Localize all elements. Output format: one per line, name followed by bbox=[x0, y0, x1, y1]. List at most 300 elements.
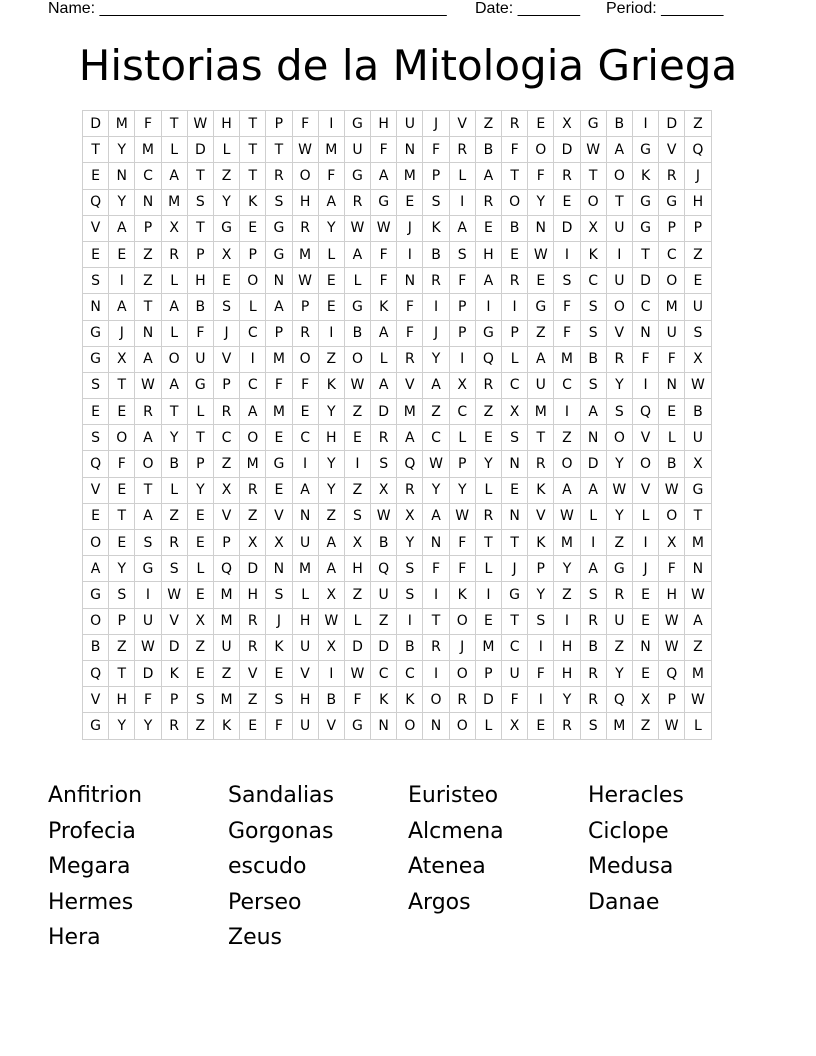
grid-cell[interactable]: T bbox=[423, 608, 449, 634]
grid-cell[interactable]: T bbox=[240, 163, 266, 189]
grid-cell[interactable]: W bbox=[344, 215, 370, 241]
grid-cell[interactable]: R bbox=[292, 320, 318, 346]
grid-cell[interactable]: S bbox=[606, 399, 632, 425]
grid-cell[interactable]: Q bbox=[685, 137, 711, 163]
grid-cell[interactable]: C bbox=[371, 660, 397, 686]
grid-cell[interactable]: Y bbox=[423, 477, 449, 503]
grid-cell[interactable]: A bbox=[371, 320, 397, 346]
grid-cell[interactable]: C bbox=[502, 634, 528, 660]
grid-cell[interactable]: V bbox=[659, 137, 685, 163]
grid-cell[interactable]: F bbox=[344, 687, 370, 713]
grid-cell[interactable]: S bbox=[397, 556, 423, 582]
grid-cell[interactable]: A bbox=[292, 477, 318, 503]
grid-cell[interactable]: A bbox=[83, 556, 109, 582]
grid-cell[interactable]: F bbox=[632, 346, 658, 372]
grid-cell[interactable]: I bbox=[449, 346, 475, 372]
grid-cell[interactable]: N bbox=[135, 320, 161, 346]
grid-cell[interactable]: S bbox=[580, 713, 606, 739]
grid-cell[interactable]: O bbox=[135, 451, 161, 477]
grid-cell[interactable]: S bbox=[580, 372, 606, 398]
grid-cell[interactable]: N bbox=[502, 451, 528, 477]
grid-cell[interactable]: D bbox=[554, 137, 580, 163]
grid-cell[interactable]: W bbox=[423, 451, 449, 477]
grid-cell[interactable]: Z bbox=[685, 111, 711, 137]
grid-cell[interactable]: N bbox=[528, 215, 554, 241]
grid-cell[interactable]: M bbox=[318, 137, 344, 163]
grid-cell[interactable]: L bbox=[161, 477, 187, 503]
grid-cell[interactable]: O bbox=[632, 451, 658, 477]
grid-cell[interactable]: I bbox=[580, 530, 606, 556]
grid-cell[interactable]: M bbox=[292, 241, 318, 267]
grid-cell[interactable]: U bbox=[685, 425, 711, 451]
grid-cell[interactable]: X bbox=[502, 399, 528, 425]
grid-cell[interactable]: B bbox=[685, 399, 711, 425]
grid-cell[interactable]: F bbox=[449, 268, 475, 294]
grid-cell[interactable]: S bbox=[213, 294, 239, 320]
grid-cell[interactable]: E bbox=[83, 163, 109, 189]
grid-cell[interactable]: Y bbox=[449, 477, 475, 503]
grid-cell[interactable]: Z bbox=[554, 425, 580, 451]
grid-cell[interactable]: Y bbox=[187, 477, 213, 503]
grid-cell[interactable]: T bbox=[606, 189, 632, 215]
grid-cell[interactable]: Y bbox=[318, 477, 344, 503]
grid-cell[interactable]: S bbox=[83, 372, 109, 398]
grid-cell[interactable]: K bbox=[397, 687, 423, 713]
grid-cell[interactable]: V bbox=[606, 320, 632, 346]
grid-cell[interactable]: Y bbox=[109, 189, 135, 215]
grid-cell[interactable]: C bbox=[397, 660, 423, 686]
grid-cell[interactable]: O bbox=[528, 137, 554, 163]
grid-cell[interactable]: G bbox=[187, 372, 213, 398]
grid-cell[interactable]: O bbox=[109, 425, 135, 451]
grid-cell[interactable]: G bbox=[344, 163, 370, 189]
grid-cell[interactable]: M bbox=[685, 660, 711, 686]
grid-cell[interactable]: G bbox=[135, 556, 161, 582]
grid-cell[interactable]: A bbox=[397, 425, 423, 451]
grid-cell[interactable]: Z bbox=[371, 608, 397, 634]
grid-cell[interactable]: M bbox=[135, 137, 161, 163]
grid-cell[interactable]: K bbox=[161, 660, 187, 686]
grid-cell[interactable]: L bbox=[580, 503, 606, 529]
grid-cell[interactable]: U bbox=[292, 634, 318, 660]
grid-cell[interactable]: G bbox=[659, 189, 685, 215]
grid-cell[interactable]: O bbox=[606, 425, 632, 451]
grid-cell[interactable]: A bbox=[135, 346, 161, 372]
grid-cell[interactable]: R bbox=[135, 399, 161, 425]
grid-cell[interactable]: G bbox=[344, 111, 370, 137]
grid-cell[interactable]: X bbox=[266, 530, 292, 556]
grid-cell[interactable]: E bbox=[109, 530, 135, 556]
grid-cell[interactable]: A bbox=[266, 294, 292, 320]
grid-cell[interactable]: E bbox=[83, 241, 109, 267]
grid-cell[interactable]: F bbox=[528, 163, 554, 189]
grid-cell[interactable]: O bbox=[292, 346, 318, 372]
grid-cell[interactable]: H bbox=[554, 660, 580, 686]
grid-cell[interactable]: W bbox=[161, 582, 187, 608]
grid-cell[interactable]: N bbox=[423, 530, 449, 556]
grid-cell[interactable]: W bbox=[685, 582, 711, 608]
grid-cell[interactable]: B bbox=[83, 634, 109, 660]
grid-cell[interactable]: F bbox=[135, 687, 161, 713]
grid-cell[interactable]: H bbox=[344, 556, 370, 582]
grid-cell[interactable]: J bbox=[632, 556, 658, 582]
grid-cell[interactable]: A bbox=[475, 268, 501, 294]
grid-cell[interactable]: Z bbox=[187, 634, 213, 660]
grid-cell[interactable]: S bbox=[83, 425, 109, 451]
grid-cell[interactable]: A bbox=[161, 294, 187, 320]
grid-cell[interactable]: X bbox=[449, 372, 475, 398]
grid-cell[interactable]: K bbox=[528, 530, 554, 556]
grid-cell[interactable]: W bbox=[659, 634, 685, 660]
grid-cell[interactable]: H bbox=[292, 608, 318, 634]
grid-cell[interactable]: M bbox=[606, 713, 632, 739]
grid-cell[interactable]: F bbox=[371, 268, 397, 294]
grid-cell[interactable]: M bbox=[475, 634, 501, 660]
grid-cell[interactable]: L bbox=[161, 137, 187, 163]
grid-cell[interactable]: X bbox=[685, 451, 711, 477]
grid-cell[interactable]: E bbox=[528, 713, 554, 739]
grid-cell[interactable]: E bbox=[397, 189, 423, 215]
grid-cell[interactable]: I bbox=[554, 608, 580, 634]
grid-cell[interactable]: Z bbox=[187, 713, 213, 739]
grid-cell[interactable]: F bbox=[449, 556, 475, 582]
grid-cell[interactable]: I bbox=[423, 660, 449, 686]
grid-cell[interactable]: U bbox=[502, 660, 528, 686]
grid-cell[interactable]: V bbox=[292, 660, 318, 686]
grid-cell[interactable]: S bbox=[371, 451, 397, 477]
grid-cell[interactable]: Z bbox=[344, 477, 370, 503]
grid-cell[interactable]: R bbox=[449, 687, 475, 713]
grid-cell[interactable]: E bbox=[240, 215, 266, 241]
grid-cell[interactable]: I bbox=[318, 320, 344, 346]
grid-cell[interactable]: I bbox=[240, 346, 266, 372]
grid-cell[interactable]: T bbox=[685, 503, 711, 529]
grid-cell[interactable]: L bbox=[318, 241, 344, 267]
grid-cell[interactable]: R bbox=[502, 111, 528, 137]
grid-cell[interactable]: H bbox=[240, 582, 266, 608]
grid-cell[interactable]: T bbox=[580, 163, 606, 189]
grid-cell[interactable]: T bbox=[161, 399, 187, 425]
grid-cell[interactable]: T bbox=[161, 111, 187, 137]
grid-cell[interactable]: E bbox=[632, 582, 658, 608]
grid-cell[interactable]: I bbox=[632, 530, 658, 556]
grid-cell[interactable]: M bbox=[397, 399, 423, 425]
grid-cell[interactable]: W bbox=[318, 608, 344, 634]
grid-cell[interactable]: O bbox=[659, 268, 685, 294]
grid-cell[interactable]: Y bbox=[528, 582, 554, 608]
grid-cell[interactable]: U bbox=[528, 372, 554, 398]
grid-cell[interactable]: F bbox=[292, 111, 318, 137]
grid-cell[interactable]: L bbox=[187, 399, 213, 425]
grid-cell[interactable]: J bbox=[266, 608, 292, 634]
grid-cell[interactable]: X bbox=[580, 215, 606, 241]
grid-cell[interactable]: I bbox=[292, 451, 318, 477]
grid-cell[interactable]: Z bbox=[554, 582, 580, 608]
grid-cell[interactable]: W bbox=[371, 503, 397, 529]
grid-cell[interactable]: Z bbox=[475, 399, 501, 425]
grid-cell[interactable]: S bbox=[397, 582, 423, 608]
grid-cell[interactable]: P bbox=[502, 320, 528, 346]
grid-cell[interactable]: A bbox=[135, 503, 161, 529]
grid-cell[interactable]: A bbox=[423, 372, 449, 398]
grid-cell[interactable]: O bbox=[659, 503, 685, 529]
grid-cell[interactable]: R bbox=[475, 503, 501, 529]
grid-cell[interactable]: K bbox=[213, 713, 239, 739]
grid-cell[interactable]: Z bbox=[213, 163, 239, 189]
grid-cell[interactable]: S bbox=[528, 608, 554, 634]
grid-cell[interactable]: E bbox=[213, 268, 239, 294]
grid-cell[interactable]: T bbox=[502, 608, 528, 634]
grid-cell[interactable]: Z bbox=[240, 687, 266, 713]
grid-cell[interactable]: S bbox=[266, 687, 292, 713]
grid-cell[interactable]: Q bbox=[632, 399, 658, 425]
grid-cell[interactable]: Z bbox=[240, 503, 266, 529]
grid-cell[interactable]: F bbox=[502, 137, 528, 163]
grid-cell[interactable]: W bbox=[659, 713, 685, 739]
grid-cell[interactable]: P bbox=[292, 294, 318, 320]
grid-cell[interactable]: Z bbox=[135, 241, 161, 267]
grid-cell[interactable]: D bbox=[344, 634, 370, 660]
grid-cell[interactable]: I bbox=[554, 241, 580, 267]
grid-cell[interactable]: P bbox=[266, 320, 292, 346]
grid-cell[interactable]: T bbox=[83, 137, 109, 163]
grid-cell[interactable]: L bbox=[475, 713, 501, 739]
grid-cell[interactable]: U bbox=[685, 294, 711, 320]
grid-cell[interactable]: N bbox=[266, 556, 292, 582]
grid-cell[interactable]: F bbox=[659, 556, 685, 582]
grid-cell[interactable]: X bbox=[161, 215, 187, 241]
grid-cell[interactable]: E bbox=[475, 215, 501, 241]
grid-cell[interactable]: E bbox=[475, 608, 501, 634]
grid-cell[interactable]: N bbox=[397, 268, 423, 294]
grid-cell[interactable]: U bbox=[292, 530, 318, 556]
grid-cell[interactable]: B bbox=[580, 346, 606, 372]
grid-cell[interactable]: P bbox=[213, 530, 239, 556]
grid-cell[interactable]: P bbox=[449, 294, 475, 320]
grid-cell[interactable]: O bbox=[83, 608, 109, 634]
grid-cell[interactable]: T bbox=[502, 530, 528, 556]
grid-cell[interactable]: X bbox=[213, 477, 239, 503]
grid-cell[interactable]: M bbox=[213, 687, 239, 713]
grid-cell[interactable]: K bbox=[449, 582, 475, 608]
grid-cell[interactable]: T bbox=[632, 241, 658, 267]
grid-cell[interactable]: M bbox=[240, 451, 266, 477]
grid-cell[interactable]: W bbox=[528, 241, 554, 267]
grid-cell[interactable]: X bbox=[318, 582, 344, 608]
grid-cell[interactable]: G bbox=[685, 477, 711, 503]
grid-cell[interactable]: I bbox=[475, 294, 501, 320]
grid-cell[interactable]: X bbox=[502, 713, 528, 739]
grid-cell[interactable]: D bbox=[659, 111, 685, 137]
grid-cell[interactable]: S bbox=[161, 556, 187, 582]
grid-cell[interactable]: Z bbox=[318, 346, 344, 372]
grid-cell[interactable]: B bbox=[580, 634, 606, 660]
grid-cell[interactable]: H bbox=[213, 111, 239, 137]
grid-cell[interactable]: R bbox=[240, 608, 266, 634]
grid-cell[interactable]: Y bbox=[161, 425, 187, 451]
grid-cell[interactable]: F bbox=[449, 530, 475, 556]
grid-cell[interactable]: Z bbox=[161, 503, 187, 529]
grid-cell[interactable]: M bbox=[109, 111, 135, 137]
grid-cell[interactable]: A bbox=[475, 163, 501, 189]
grid-cell[interactable]: S bbox=[344, 503, 370, 529]
grid-cell[interactable]: I bbox=[606, 241, 632, 267]
grid-cell[interactable]: T bbox=[109, 372, 135, 398]
grid-cell[interactable]: F bbox=[371, 241, 397, 267]
grid-cell[interactable]: D bbox=[240, 556, 266, 582]
grid-cell[interactable]: Q bbox=[83, 189, 109, 215]
grid-cell[interactable]: Y bbox=[606, 660, 632, 686]
grid-cell[interactable]: A bbox=[318, 530, 344, 556]
grid-cell[interactable]: R bbox=[423, 634, 449, 660]
grid-cell[interactable]: W bbox=[344, 660, 370, 686]
grid-cell[interactable]: V bbox=[632, 477, 658, 503]
grid-cell[interactable]: R bbox=[240, 477, 266, 503]
grid-cell[interactable]: N bbox=[397, 137, 423, 163]
grid-cell[interactable]: R bbox=[397, 346, 423, 372]
grid-cell[interactable]: B bbox=[659, 451, 685, 477]
grid-cell[interactable]: H bbox=[109, 687, 135, 713]
grid-cell[interactable]: E bbox=[632, 608, 658, 634]
grid-cell[interactable]: A bbox=[318, 189, 344, 215]
grid-cell[interactable]: R bbox=[554, 163, 580, 189]
grid-cell[interactable]: E bbox=[502, 241, 528, 267]
grid-cell[interactable]: M bbox=[554, 530, 580, 556]
grid-cell[interactable]: Y bbox=[606, 451, 632, 477]
grid-cell[interactable]: G bbox=[266, 241, 292, 267]
grid-cell[interactable]: A bbox=[344, 241, 370, 267]
grid-cell[interactable]: Z bbox=[606, 530, 632, 556]
grid-cell[interactable]: X bbox=[371, 477, 397, 503]
grid-cell[interactable]: K bbox=[266, 634, 292, 660]
grid-cell[interactable]: O bbox=[606, 163, 632, 189]
grid-cell[interactable]: E bbox=[528, 268, 554, 294]
grid-cell[interactable]: R bbox=[397, 477, 423, 503]
grid-cell[interactable]: H bbox=[475, 241, 501, 267]
grid-cell[interactable]: Z bbox=[344, 582, 370, 608]
grid-cell[interactable]: Q bbox=[83, 451, 109, 477]
grid-cell[interactable]: L bbox=[475, 556, 501, 582]
grid-cell[interactable]: V bbox=[240, 660, 266, 686]
grid-cell[interactable]: E bbox=[240, 713, 266, 739]
grid-cell[interactable]: S bbox=[554, 268, 580, 294]
grid-cell[interactable]: B bbox=[423, 241, 449, 267]
grid-cell[interactable]: I bbox=[423, 582, 449, 608]
grid-cell[interactable]: V bbox=[83, 477, 109, 503]
grid-cell[interactable]: F bbox=[528, 660, 554, 686]
grid-cell[interactable]: T bbox=[240, 137, 266, 163]
grid-cell[interactable]: H bbox=[659, 582, 685, 608]
grid-cell[interactable]: W bbox=[292, 268, 318, 294]
grid-cell[interactable]: K bbox=[528, 477, 554, 503]
grid-cell[interactable]: U bbox=[344, 137, 370, 163]
grid-cell[interactable]: F bbox=[502, 687, 528, 713]
grid-cell[interactable]: L bbox=[685, 713, 711, 739]
grid-cell[interactable]: G bbox=[528, 294, 554, 320]
grid-cell[interactable]: I bbox=[423, 294, 449, 320]
grid-cell[interactable]: P bbox=[659, 215, 685, 241]
grid-cell[interactable]: E bbox=[187, 530, 213, 556]
grid-cell[interactable]: U bbox=[187, 346, 213, 372]
grid-cell[interactable]: V bbox=[318, 713, 344, 739]
grid-cell[interactable]: Y bbox=[397, 530, 423, 556]
grid-cell[interactable]: M bbox=[528, 399, 554, 425]
grid-cell[interactable]: L bbox=[161, 320, 187, 346]
grid-cell[interactable]: W bbox=[685, 687, 711, 713]
grid-cell[interactable]: Q bbox=[371, 556, 397, 582]
grid-cell[interactable]: E bbox=[83, 399, 109, 425]
grid-cell[interactable]: L bbox=[292, 582, 318, 608]
grid-cell[interactable]: T bbox=[135, 294, 161, 320]
grid-cell[interactable]: P bbox=[685, 215, 711, 241]
grid-cell[interactable]: O bbox=[449, 608, 475, 634]
grid-cell[interactable]: H bbox=[187, 268, 213, 294]
grid-cell[interactable]: X bbox=[213, 241, 239, 267]
grid-cell[interactable]: G bbox=[266, 215, 292, 241]
grid-cell[interactable]: F bbox=[423, 556, 449, 582]
grid-cell[interactable]: Q bbox=[475, 346, 501, 372]
grid-cell[interactable]: G bbox=[502, 582, 528, 608]
grid-cell[interactable]: K bbox=[240, 189, 266, 215]
grid-cell[interactable]: S bbox=[187, 189, 213, 215]
grid-cell[interactable]: E bbox=[187, 582, 213, 608]
grid-cell[interactable]: A bbox=[685, 608, 711, 634]
grid-cell[interactable]: Z bbox=[135, 268, 161, 294]
grid-cell[interactable]: W bbox=[554, 503, 580, 529]
grid-cell[interactable]: O bbox=[423, 687, 449, 713]
grid-cell[interactable]: T bbox=[528, 425, 554, 451]
grid-cell[interactable]: R bbox=[449, 137, 475, 163]
grid-cell[interactable]: C bbox=[213, 425, 239, 451]
grid-cell[interactable]: B bbox=[318, 687, 344, 713]
grid-cell[interactable]: T bbox=[187, 215, 213, 241]
grid-cell[interactable]: H bbox=[685, 189, 711, 215]
grid-cell[interactable]: K bbox=[371, 687, 397, 713]
grid-cell[interactable]: X bbox=[318, 634, 344, 660]
grid-cell[interactable]: E bbox=[632, 660, 658, 686]
grid-cell[interactable]: G bbox=[371, 189, 397, 215]
grid-cell[interactable]: B bbox=[187, 294, 213, 320]
grid-cell[interactable]: S bbox=[580, 294, 606, 320]
grid-cell[interactable]: D bbox=[371, 634, 397, 660]
grid-cell[interactable]: M bbox=[659, 294, 685, 320]
grid-cell[interactable]: Y bbox=[606, 503, 632, 529]
grid-cell[interactable]: V bbox=[266, 503, 292, 529]
grid-cell[interactable]: Z bbox=[109, 634, 135, 660]
grid-cell[interactable]: A bbox=[606, 137, 632, 163]
grid-cell[interactable]: G bbox=[632, 189, 658, 215]
grid-cell[interactable]: X bbox=[685, 346, 711, 372]
grid-cell[interactable]: I bbox=[397, 608, 423, 634]
grid-cell[interactable]: A bbox=[528, 346, 554, 372]
grid-cell[interactable]: Q bbox=[659, 660, 685, 686]
grid-cell[interactable]: A bbox=[423, 503, 449, 529]
grid-cell[interactable]: G bbox=[83, 713, 109, 739]
grid-cell[interactable]: S bbox=[266, 189, 292, 215]
grid-cell[interactable]: A bbox=[109, 294, 135, 320]
grid-cell[interactable]: K bbox=[318, 372, 344, 398]
grid-cell[interactable]: V bbox=[83, 215, 109, 241]
grid-cell[interactable]: W bbox=[344, 372, 370, 398]
grid-cell[interactable]: U bbox=[659, 320, 685, 346]
grid-cell[interactable]: T bbox=[266, 137, 292, 163]
grid-cell[interactable]: O bbox=[83, 530, 109, 556]
grid-cell[interactable]: G bbox=[266, 451, 292, 477]
grid-cell[interactable]: C bbox=[554, 372, 580, 398]
grid-cell[interactable]: F bbox=[187, 320, 213, 346]
grid-cell[interactable]: H bbox=[292, 189, 318, 215]
grid-cell[interactable]: A bbox=[371, 372, 397, 398]
